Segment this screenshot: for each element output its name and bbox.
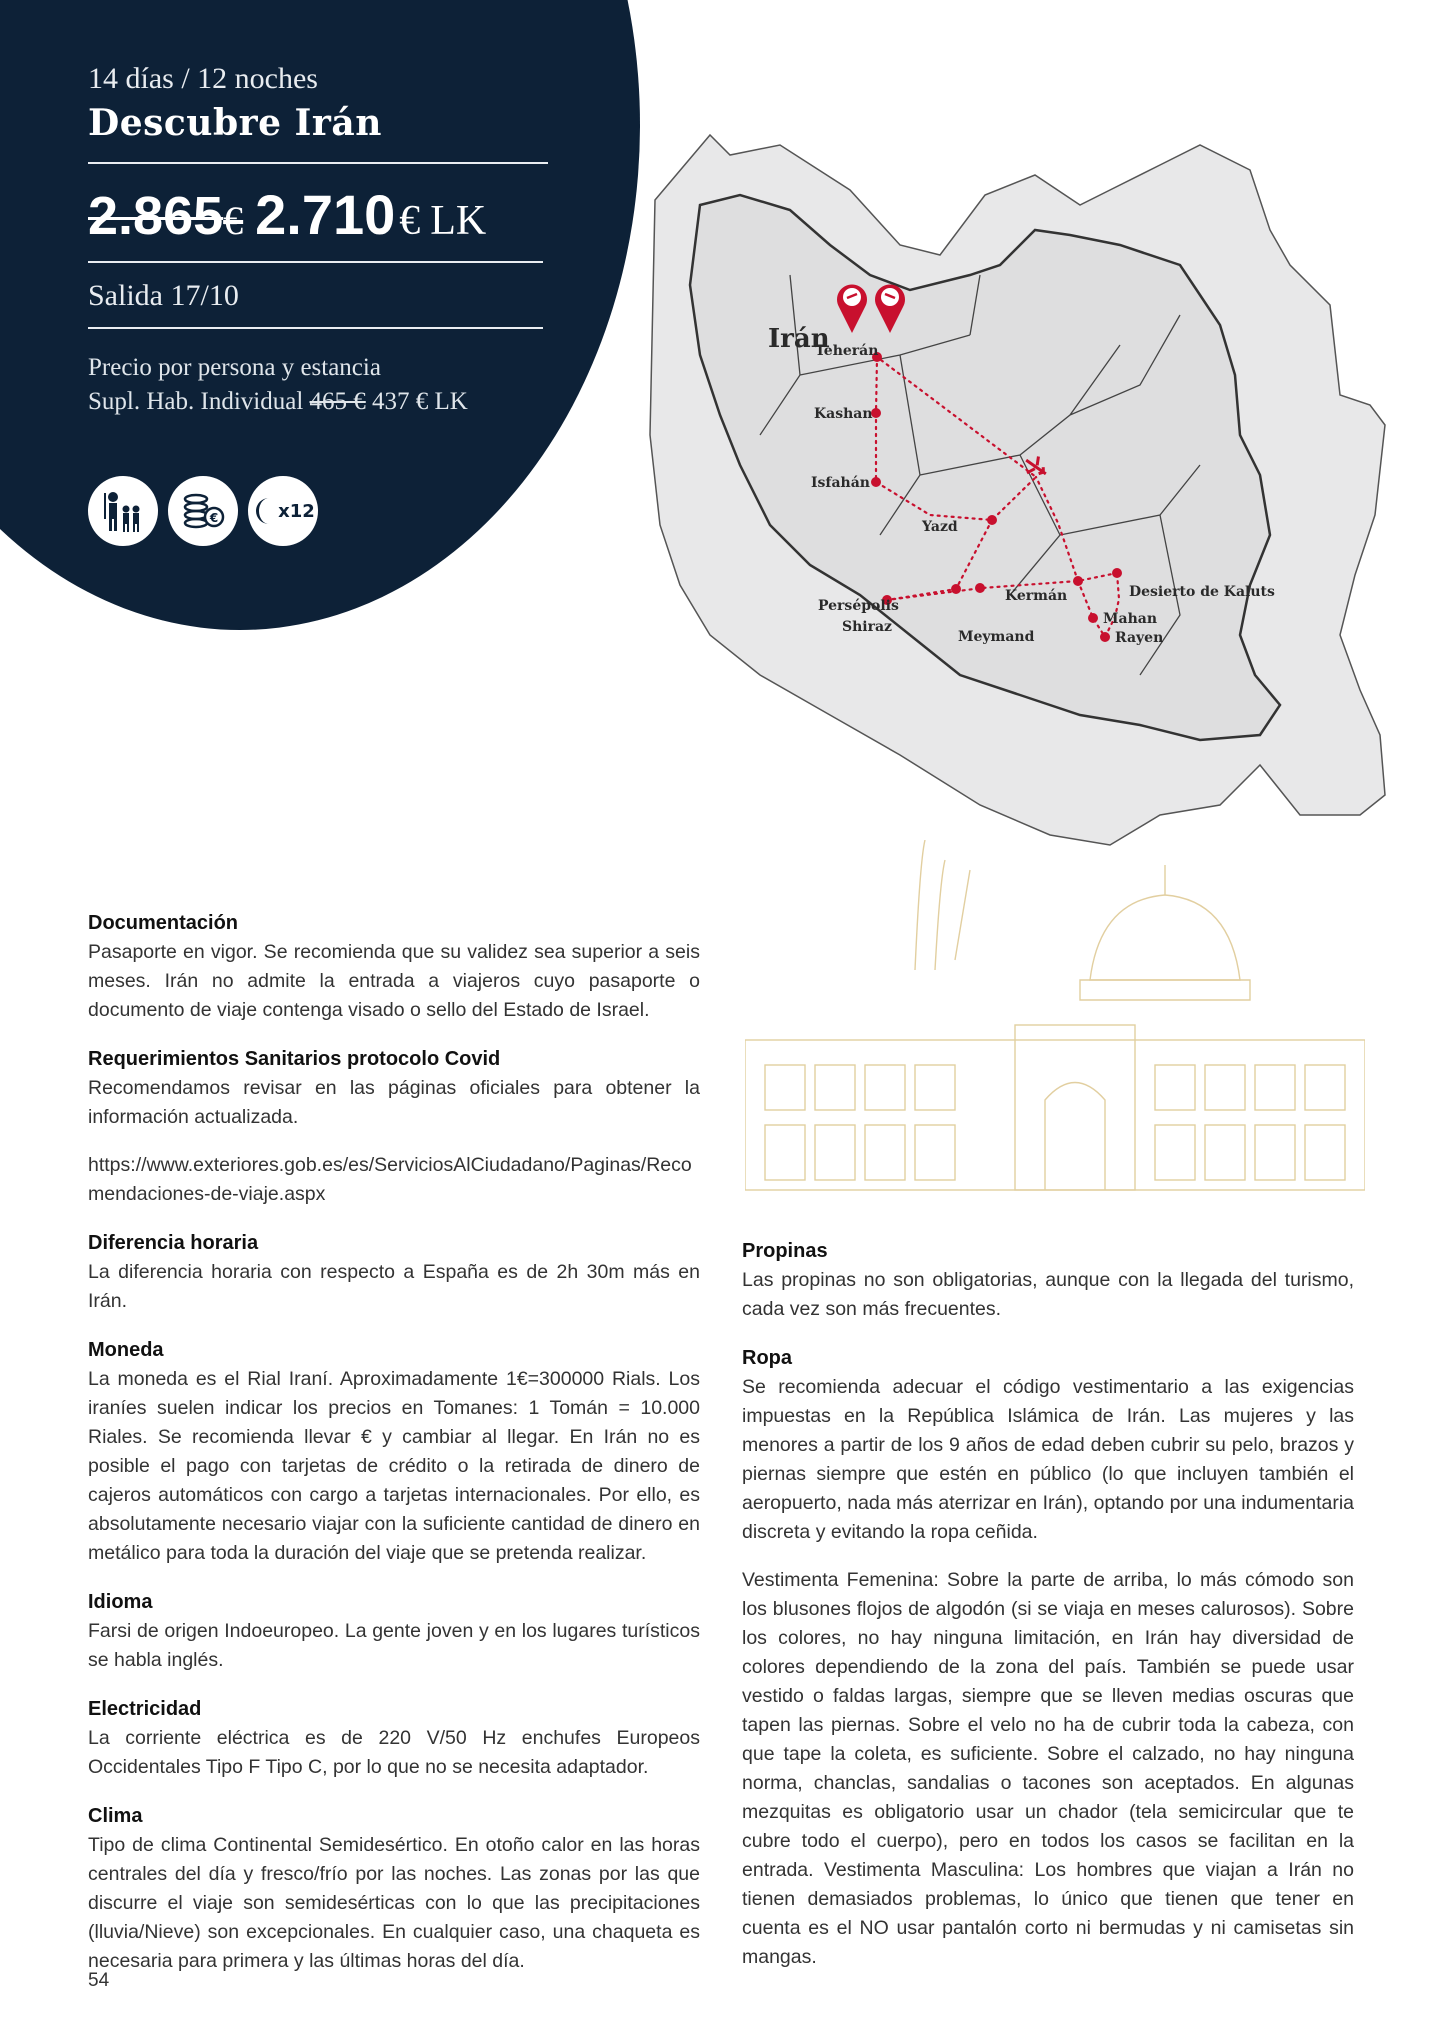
group-guide-icon (88, 476, 158, 546)
info-section (742, 1343, 1354, 1972)
price-note: Precio por persona y estancia (88, 354, 381, 381)
section-text: Recomendamos revisar en las páginas oficiales para obtener la información actualizada. (88, 1077, 700, 1128)
trip-title: Descubre Irán (88, 102, 382, 144)
route-stop (975, 583, 985, 593)
section-heading: Idioma (88, 1591, 153, 1613)
city-label: Isfahán (811, 475, 870, 491)
info-section (88, 1801, 700, 1976)
single-supp-new: 437 € LK (372, 388, 468, 415)
route-stop (871, 477, 881, 487)
section-heading: Propinas (742, 1240, 828, 1262)
section-text: https://www.exteriores.gob.es/es/ServiciosAlCiudadano/Paginas/Recomendaciones-de-viaje.aspx (88, 1154, 692, 1205)
city-label: Kermán (1005, 588, 1068, 604)
single-supplement (88, 385, 548, 419)
route-stop (1100, 632, 1110, 642)
section-heading: Requerimientos Sanitarios protocolo Covid (88, 1048, 501, 1070)
price-suffix: LK (430, 198, 487, 244)
divider (88, 327, 543, 329)
city-label: Kashan (814, 406, 873, 422)
feature-icons (88, 476, 318, 546)
info-section (88, 1044, 700, 1209)
info-section (88, 1228, 700, 1316)
section-text: Farsi de origen Indoeuropeo. La gente joven y en los lugares turísticos se habla inglés. (88, 1620, 700, 1671)
right-info-column (742, 1236, 1354, 1991)
section-text: Se recomienda adecuar el código vestimentario a las exigencias impuestas en la República Islámica de Irán. Las mujeres y las menores a partir de los 9 años de edad deben cubrir su pelo, brazos y piernas siempre que estén en público (lo que incluyen también el aeropuerto, nada más aterrizar en Irán), optando por una indumentaria discreta y evitando la ropa ceñida. (742, 1376, 1354, 1543)
left-info-column (88, 908, 700, 1995)
svg-text:€: € (209, 511, 219, 525)
divider (88, 261, 543, 263)
route-stop (1088, 613, 1098, 623)
city-label: Shiraz (842, 619, 893, 635)
trip-duration: 14 días / 12 noches (88, 62, 318, 95)
section-heading: Clima (88, 1805, 143, 1827)
old-price: 2.865 (88, 186, 224, 246)
section-heading: Moneda (88, 1339, 164, 1361)
section-heading: Diferencia horaria (88, 1232, 259, 1254)
city-label: Teherán (815, 343, 879, 359)
section-heading: Ropa (742, 1347, 792, 1369)
price-line (88, 182, 548, 247)
section-text: Pasaporte en vigor. Se recomienda que su validez sea superior a seis meses. Irán no admite la entrada a viajeros cuyo pasaporte o documento de viaje contenga visado o sello del Estado de Israel. (88, 941, 700, 1021)
iran-route-map (640, 115, 1400, 860)
divider (88, 162, 548, 164)
nights-count: x12 (278, 500, 315, 522)
new-price: 2.710 (255, 183, 396, 246)
single-supp-old: 465 € (309, 388, 366, 415)
section-text: Vestimenta Femenina: Sobre la parte de arriba, lo más cómodo son los blusones flojos de algodón (si se viaja en meses calurosos). Sobre los colores, no hay ninguna limitación, en Irán hay diversidad de colores dependiendo de la zona del país. También se puede usar vestido o faldas largas, siempre que se lleven medias oscuras que tapen las piernas. Sobre el velo no ha de cubrir toda la cabeza, con que tape la coleta, es suficiente. Sobre el calzado, no hay ninguna norma, chanclas, sandalias o tacones son aceptados. En algunas mezquitas es obligatorio usar un chador (tela semicircular que te cubre todo el cuerpo), pero en todos los casos se facilitan en la entrada. Vestimenta Masculina: Los hombres que viajan a Irán no tienen demasiados problemas, lo único que tienen que tener en cuenta es el NO usar pantalón corto ni bermudas y ni camisetas sin mangas. (742, 1569, 1354, 1968)
info-section (88, 1587, 700, 1675)
mosque-illustration (745, 840, 1365, 1200)
info-section (88, 1694, 700, 1782)
section-text: La corriente eléctrica es de 220 V/50 Hz enchufes Europeos Occidentales Tipo F Tipo C, por lo que no se necesita adaptador. (88, 1727, 700, 1778)
page-number: 54 (88, 1970, 110, 1991)
info-section (88, 908, 700, 1025)
route-stop (1073, 576, 1083, 586)
city-label: Rayen (1115, 630, 1164, 646)
section-heading: Documentación (88, 912, 239, 934)
single-supp-label: Supl. Hab. Individual (88, 388, 304, 415)
header-panel (88, 62, 548, 419)
city-label: Mahan (1103, 611, 1157, 627)
section-text: La moneda es el Rial Iraní. Aproximadamente 1€=300000 Rials. Los iraníes suelen indicar los precios en Tomanes: 1 Tomán = 10.000 Riales. Se recomienda llevar € y cambiar al llegar. En Irán no es posible el pago con tarjetas de crédito o la retirada de dinero de cajeros automáticos con cargo a tarjetas internacionales. Por ello, es absolutamente necesario viajar con la suficiente cantidad de dinero en metálico para toda la duración del viaje que se pretenda realizar. (88, 1368, 700, 1564)
price-notes (88, 351, 548, 419)
section-text: Tipo de clima Continental Semidesértico. En otoño calor en las horas centrales del día y fresco/frío por las noches. Las zonas por las que discurre el viaje son semidesérticas con lo que las precipitaciones (lluvia/Nieve) son excepcionales. En cualquier caso, una chaqueta es necesaria para primera y las últimas horas del día. (88, 1834, 700, 1972)
new-price-currency: € (399, 198, 421, 244)
info-section (88, 1335, 700, 1568)
info-section (742, 1236, 1354, 1324)
route-stop (951, 584, 961, 594)
section-text: Las propinas no son obligatorias, aunque con la llegada del turismo, cada vez son más frecuentes. (742, 1269, 1354, 1320)
route-stop (987, 515, 997, 525)
departure-date: Salida 17/10 (88, 279, 239, 312)
city-label: Persépolis (818, 598, 899, 614)
city-label: Yazd (922, 519, 958, 535)
old-price-currency: € (223, 198, 244, 243)
nights-icon (248, 476, 318, 546)
section-text: La diferencia horaria con respecto a España es de 2h 30m más en Irán. (88, 1261, 700, 1312)
section-heading: Electricidad (88, 1698, 202, 1720)
money-coins-icon (168, 476, 238, 546)
city-label: Meymand (958, 629, 1035, 645)
city-label: Desierto de Kaluts (1129, 584, 1275, 600)
country-label: Irán (768, 324, 830, 354)
route-stop (1112, 568, 1122, 578)
